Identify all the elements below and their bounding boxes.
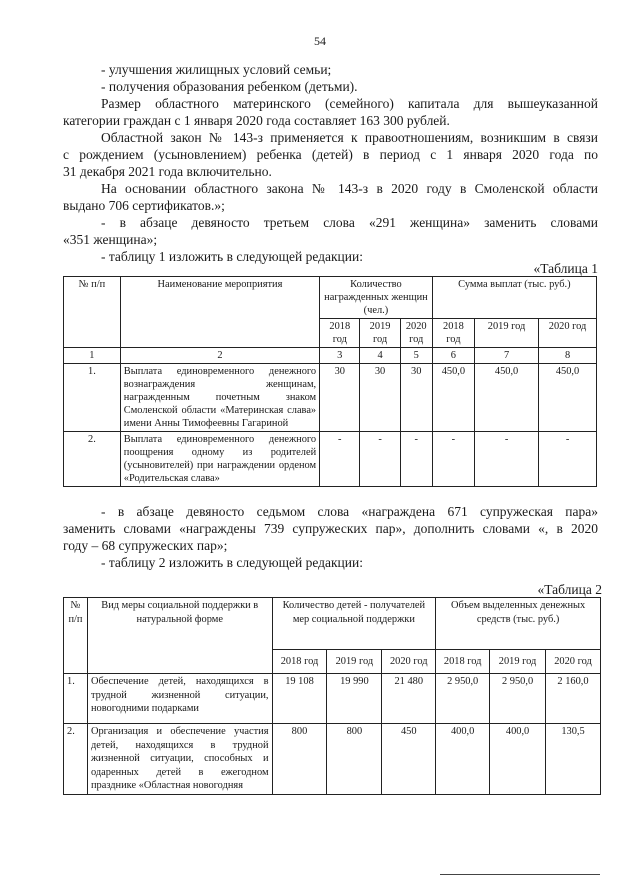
table2-year: 2020 год (546, 650, 601, 674)
page-number: 54 (314, 34, 326, 48)
cell-value: - (475, 432, 539, 487)
text-line: Областной закон № 143-з применяется к правоотношениям, возникшим в связи (101, 130, 598, 145)
text-line: - таблицу 1 изложить в следующей редакции: (101, 249, 363, 264)
text-line: На основании областного закона № 143-з в 2020 году в Смоленской области (101, 181, 598, 196)
row-num: 2. (64, 724, 88, 795)
footer-rule (440, 874, 600, 875)
table1-colnum: 5 (400, 348, 432, 364)
table2-year: 2019 год (490, 650, 546, 674)
table2-year: 2018 год (272, 650, 327, 674)
text-line: - получения образования ребенком (детьми). (101, 79, 358, 94)
cell-value: 450 (382, 724, 436, 795)
table-row (64, 364, 597, 432)
table1-colnum: 1 (64, 348, 121, 364)
table1-header-count: Количество награжденных женщин (чел.) (320, 277, 433, 319)
table2-header-sum: Объем выделенных денежных средств (тыс. руб.) (436, 598, 601, 650)
text-line: выдано 706 сертификатов.»; (63, 198, 225, 213)
cell-value: 400,0 (490, 724, 546, 795)
cell-value: 21 480 (382, 674, 436, 724)
cell-value: - (539, 432, 597, 487)
table1-colnum: 7 (475, 348, 539, 364)
table1-header-num: № п/п (64, 277, 121, 348)
row-name: Выплата единовременного денежного поощрения одному из родителей (усыновителей) при награждении орденом «Родительская слава» (120, 432, 319, 487)
table1-year: 2018 год (432, 319, 474, 348)
row-num: 1. (64, 674, 88, 724)
text-line: - улучшения жилищных условий семьи; (101, 62, 332, 77)
text-line: 31 декабря 2021 года включительно. (63, 164, 272, 179)
table2-caption: «Таблица 2 (537, 582, 602, 597)
table2-header-num: № п/п (64, 598, 88, 674)
table1-colnum: 8 (539, 348, 597, 364)
row-name: Обеспечение детей, находящихся в трудной жизненной ситуации, новогодними подарками (87, 674, 272, 724)
text-line: - в абзаце девяносто третьем слова «291 женщина» заменить словами (101, 215, 598, 230)
cell-value: 2 950,0 (490, 674, 546, 724)
table2-year: 2020 год (382, 650, 436, 674)
text-line: «351 женщина»; (63, 232, 158, 247)
text-line: году – 68 супружеских пар»; (63, 538, 228, 553)
table2-header-kind: Вид меры социальной поддержки в натуральной форме (87, 598, 272, 674)
cell-value: 19 108 (272, 674, 327, 724)
cell-value: 130,5 (546, 724, 601, 795)
cell-value: - (360, 432, 400, 487)
cell-value: 450,0 (539, 364, 597, 432)
table1-header-name: Наименование мероприятия (120, 277, 319, 348)
table1-colnum: 3 (320, 348, 360, 364)
text-line: с рождением (усыновлением) ребенка (детей) в период с 1 января 2020 года по (63, 147, 598, 162)
table-row (64, 674, 601, 724)
cell-value: 400,0 (436, 724, 490, 795)
cell-value: 30 (400, 364, 432, 432)
table1-year: 2020 год (400, 319, 432, 348)
table1-year: 2019 год (475, 319, 539, 348)
cell-value: - (400, 432, 432, 487)
text-line: - в абзаце девяносто седьмом слова «награждена 671 супружеская пара» (101, 504, 598, 519)
text-line: категории граждан с 1 января 2020 года составляет 163 300 рублей. (63, 113, 450, 128)
cell-value: - (432, 432, 474, 487)
table-2 (63, 597, 601, 795)
table2-year: 2019 год (327, 650, 382, 674)
cell-value: 2 160,0 (546, 674, 601, 724)
row-num: 2. (64, 432, 121, 487)
text-line: Размер областного материнского (семейного) капитала для вышеуказанной (101, 96, 598, 111)
table2-year: 2018 год (436, 650, 490, 674)
cell-value: 30 (320, 364, 360, 432)
table1-colnum: 4 (360, 348, 400, 364)
cell-value: - (320, 432, 360, 487)
table1-colnum: 6 (432, 348, 474, 364)
cell-value: 19 990 (327, 674, 382, 724)
table1-colnum: 2 (120, 348, 319, 364)
table-row (64, 432, 597, 487)
cell-value: 800 (272, 724, 327, 795)
table1-header-sum: Сумма выплат (тыс. руб.) (432, 277, 596, 319)
row-num: 1. (64, 364, 121, 432)
text-line: заменить словами «награждены 739 супружеских пар», дополнить словами «, в 2020 (63, 521, 598, 536)
cell-value: 30 (360, 364, 400, 432)
table1-year: 2019 год (360, 319, 400, 348)
cell-value: 450,0 (432, 364, 474, 432)
table2-header-count: Количество детей - получателей мер социальной поддержки (272, 598, 436, 650)
cell-value: 2 950,0 (436, 674, 490, 724)
cell-value: 450,0 (475, 364, 539, 432)
text-line: - таблицу 2 изложить в следующей редакции: (101, 555, 363, 570)
table1-caption: «Таблица 1 (533, 261, 598, 276)
row-name: Организация и обеспечение участия детей, находящихся в трудной жизненной ситуации, способных и одаренных детей в ежегодном празднике «Областная новогодняя (87, 724, 272, 795)
cell-value: 800 (327, 724, 382, 795)
row-name: Выплата единовременного денежного вознаграждения женщинам, награжденным почетным знаком Смоленской области «Материнская слава» имени Анны Тимофеевны Гагариной (120, 364, 319, 432)
table1-year: 2020 год (539, 319, 597, 348)
table-row (64, 724, 601, 795)
table1-year: 2018 год (320, 319, 360, 348)
table-1 (63, 276, 597, 487)
